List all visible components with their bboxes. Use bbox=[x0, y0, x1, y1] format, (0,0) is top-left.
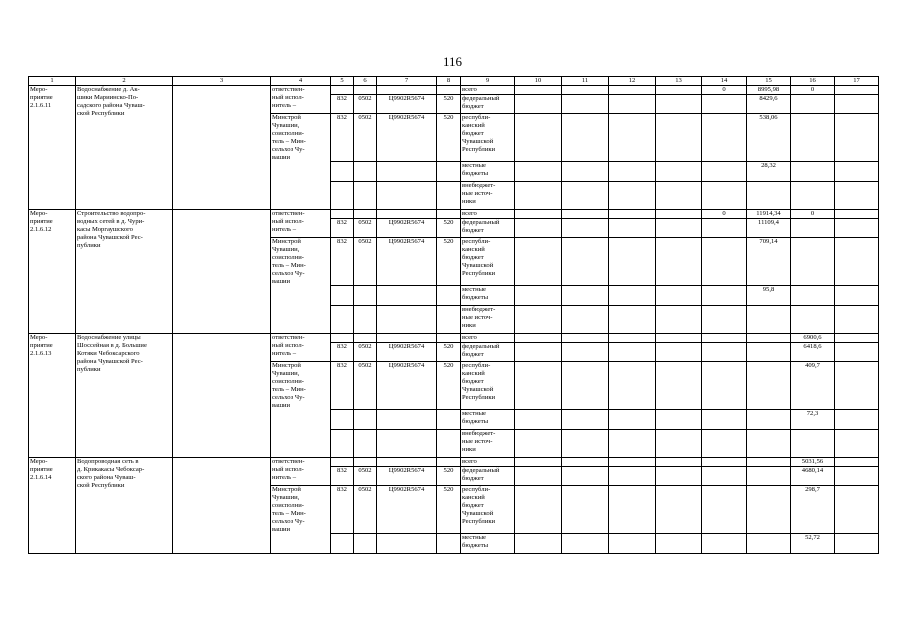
code-cell: 832 bbox=[331, 362, 354, 410]
empty-cell bbox=[656, 458, 702, 467]
code-cell: 832 bbox=[331, 95, 354, 114]
empty-cell bbox=[562, 286, 609, 306]
empty-cell bbox=[437, 286, 461, 306]
code-cell: Ц9902R5674 bbox=[377, 114, 437, 162]
header-cell: 4 bbox=[271, 77, 331, 86]
code-cell: 0502 bbox=[354, 219, 377, 238]
empty-cell bbox=[656, 114, 702, 162]
code-cell: Ц9902R5674 bbox=[377, 486, 437, 534]
value-cell bbox=[791, 95, 835, 114]
empty-cell bbox=[515, 467, 562, 486]
empty-cell bbox=[562, 343, 609, 362]
value-cell bbox=[747, 334, 791, 343]
code-cell: 832 bbox=[331, 343, 354, 362]
empty-cell bbox=[562, 210, 609, 219]
empty-cell bbox=[437, 430, 461, 458]
empty-cell bbox=[656, 210, 702, 219]
empty-cell bbox=[515, 486, 562, 534]
coexecutor-cell: Минстрой Чувашии, соисполни- тель – Мин- сельхоз Чу- вашии bbox=[271, 486, 331, 554]
empty-cell bbox=[331, 534, 354, 554]
empty-cell bbox=[331, 286, 354, 306]
empty-cell bbox=[354, 162, 377, 182]
value-cell: 709,14 bbox=[747, 238, 791, 286]
header-cell: 1 bbox=[29, 77, 76, 86]
header-cell: 17 bbox=[835, 77, 879, 86]
empty-cell bbox=[656, 86, 702, 95]
source-label: республи- канский бюджет Чувашской Республики bbox=[461, 238, 515, 286]
empty-cell bbox=[835, 458, 879, 467]
empty-cell bbox=[562, 410, 609, 430]
empty-cell bbox=[562, 114, 609, 162]
empty-cell bbox=[562, 430, 609, 458]
code-cell: 520 bbox=[437, 219, 461, 238]
empty-cell bbox=[609, 410, 656, 430]
empty-cell bbox=[656, 343, 702, 362]
empty-cell bbox=[515, 95, 562, 114]
empty-cell bbox=[609, 238, 656, 286]
empty-cell bbox=[835, 410, 879, 430]
value-cell bbox=[791, 219, 835, 238]
table-row bbox=[29, 86, 879, 95]
empty-cell bbox=[702, 362, 747, 410]
empty-cell bbox=[354, 458, 377, 467]
empty-cell bbox=[437, 162, 461, 182]
empty-cell bbox=[835, 238, 879, 286]
empty-cell bbox=[656, 467, 702, 486]
empty-cell bbox=[515, 534, 562, 554]
header-cell: 2 bbox=[76, 77, 173, 86]
code-cell: 520 bbox=[437, 114, 461, 162]
value-cell: 4680,14 bbox=[791, 467, 835, 486]
empty-cell bbox=[515, 286, 562, 306]
empty-cell bbox=[515, 458, 562, 467]
value-cell bbox=[791, 114, 835, 162]
empty-cell bbox=[562, 467, 609, 486]
empty-cell bbox=[377, 182, 437, 210]
empty-cell bbox=[515, 334, 562, 343]
source-label: местные бюджеты bbox=[461, 534, 515, 554]
empty-cell bbox=[609, 182, 656, 210]
code-cell: 520 bbox=[437, 238, 461, 286]
code-cell: 0502 bbox=[354, 95, 377, 114]
value-cell: 8995,98 bbox=[747, 86, 791, 95]
empty-cell bbox=[354, 430, 377, 458]
source-label: местные бюджеты bbox=[461, 286, 515, 306]
empty-cell bbox=[656, 286, 702, 306]
source-label: республи- канский бюджет Чувашской Республики bbox=[461, 362, 515, 410]
code-cell: Ц9902R5674 bbox=[377, 219, 437, 238]
code-cell: Ц9902R5674 bbox=[377, 362, 437, 410]
value-cell bbox=[747, 486, 791, 534]
empty-cell bbox=[515, 343, 562, 362]
header-cell: 12 bbox=[609, 77, 656, 86]
empty-cell bbox=[377, 458, 437, 467]
empty-cell bbox=[354, 210, 377, 219]
value-cell bbox=[747, 467, 791, 486]
empty-cell bbox=[515, 306, 562, 334]
empty-cell bbox=[331, 410, 354, 430]
header-cell: 3 bbox=[173, 77, 271, 86]
empty-cell bbox=[656, 334, 702, 343]
value-cell: 538,06 bbox=[747, 114, 791, 162]
header-cell: 6 bbox=[354, 77, 377, 86]
empty-cell bbox=[354, 306, 377, 334]
empty-cell bbox=[609, 162, 656, 182]
value-cell: 298,7 bbox=[791, 486, 835, 534]
executor-cell: ответствен- ный испол- нитель – bbox=[271, 210, 331, 238]
value-cell: 6900,6 bbox=[791, 334, 835, 343]
value-cell: 95,8 bbox=[747, 286, 791, 306]
empty-cell bbox=[437, 458, 461, 467]
empty-cell bbox=[377, 334, 437, 343]
empty-cell bbox=[515, 362, 562, 410]
header-cell: 5 bbox=[331, 77, 354, 86]
empty-cell bbox=[702, 486, 747, 534]
code-cell: 832 bbox=[331, 114, 354, 162]
value-cell bbox=[747, 430, 791, 458]
code-cell: 832 bbox=[331, 238, 354, 286]
empty-cell bbox=[515, 238, 562, 286]
empty-cell bbox=[173, 210, 271, 334]
empty-cell bbox=[331, 210, 354, 219]
empty-cell bbox=[656, 95, 702, 114]
empty-cell bbox=[609, 534, 656, 554]
header-cell: 15 bbox=[747, 77, 791, 86]
executor-cell: ответствен- ный испол- нитель – bbox=[271, 334, 331, 362]
source-label: всего bbox=[461, 210, 515, 219]
empty-cell bbox=[656, 410, 702, 430]
empty-cell bbox=[377, 534, 437, 554]
measure-id: Меро- приятие 2.1.6.13 bbox=[29, 334, 76, 458]
source-label: федеральный бюджет bbox=[461, 343, 515, 362]
value-cell: 0 bbox=[791, 86, 835, 95]
empty-cell bbox=[609, 86, 656, 95]
empty-cell bbox=[702, 343, 747, 362]
header-cell: 11 bbox=[562, 77, 609, 86]
source-label: федеральный бюджет bbox=[461, 219, 515, 238]
header-cell: 14 bbox=[702, 77, 747, 86]
value-cell: 0 bbox=[702, 210, 747, 219]
empty-cell bbox=[656, 162, 702, 182]
empty-cell bbox=[331, 162, 354, 182]
source-label: местные бюджеты bbox=[461, 162, 515, 182]
empty-cell bbox=[656, 430, 702, 458]
value-cell: 0 bbox=[702, 86, 747, 95]
empty-cell bbox=[562, 458, 609, 467]
header-row bbox=[29, 77, 879, 86]
empty-cell bbox=[354, 334, 377, 343]
value-cell bbox=[791, 430, 835, 458]
empty-cell bbox=[377, 430, 437, 458]
empty-cell bbox=[656, 534, 702, 554]
page-number: 116 bbox=[442, 54, 463, 69]
empty-cell bbox=[354, 410, 377, 430]
empty-cell bbox=[656, 219, 702, 238]
empty-cell bbox=[702, 286, 747, 306]
measure-name: Водопроводная сеть в д. Крикакасы Чебоксар- ского района Чуваш- ской Республики bbox=[76, 458, 173, 554]
empty-cell bbox=[354, 182, 377, 210]
source-label: всего bbox=[461, 334, 515, 343]
value-cell bbox=[747, 343, 791, 362]
empty-cell bbox=[609, 467, 656, 486]
source-label: республи- канский бюджет Чувашской Республики bbox=[461, 486, 515, 534]
code-cell: Ц9902R5674 bbox=[377, 467, 437, 486]
empty-cell bbox=[354, 286, 377, 306]
value-cell: 11109,4 bbox=[747, 219, 791, 238]
empty-cell bbox=[331, 182, 354, 210]
empty-cell bbox=[835, 286, 879, 306]
empty-cell bbox=[609, 286, 656, 306]
coexecutor-cell: Минстрой Чувашии, соисполни- тель – Мин- сельхоз Чу- вашии bbox=[271, 238, 331, 334]
value-cell bbox=[747, 534, 791, 554]
header-cell: 9 bbox=[461, 77, 515, 86]
header-cell: 13 bbox=[656, 77, 702, 86]
value-cell bbox=[791, 238, 835, 286]
empty-cell bbox=[515, 86, 562, 95]
empty-cell bbox=[702, 182, 747, 210]
empty-cell bbox=[562, 306, 609, 334]
value-cell bbox=[791, 182, 835, 210]
empty-cell bbox=[835, 95, 879, 114]
value-cell bbox=[702, 458, 747, 467]
code-cell: Ц9902R5674 bbox=[377, 238, 437, 286]
empty-cell bbox=[354, 534, 377, 554]
empty-cell bbox=[377, 162, 437, 182]
empty-cell bbox=[515, 219, 562, 238]
code-cell: 0502 bbox=[354, 362, 377, 410]
source-label: федеральный бюджет bbox=[461, 95, 515, 114]
measure-id: Меро- приятие 2.1.6.12 bbox=[29, 210, 76, 334]
empty-cell bbox=[331, 458, 354, 467]
value-cell bbox=[791, 306, 835, 334]
value-cell: 52,72 bbox=[791, 534, 835, 554]
table-row bbox=[29, 458, 879, 467]
code-cell: 0502 bbox=[354, 114, 377, 162]
empty-cell bbox=[437, 306, 461, 334]
empty-cell bbox=[656, 486, 702, 534]
empty-cell bbox=[609, 486, 656, 534]
empty-cell bbox=[331, 86, 354, 95]
measure-id: Меро- приятие 2.1.6.11 bbox=[29, 86, 76, 210]
value-cell bbox=[791, 162, 835, 182]
empty-cell bbox=[515, 162, 562, 182]
empty-cell bbox=[515, 182, 562, 210]
empty-cell bbox=[331, 430, 354, 458]
source-label: внебюджет- ные источ- ники bbox=[461, 306, 515, 334]
empty-cell bbox=[562, 534, 609, 554]
executor-cell: ответствен- ный испол- нитель – bbox=[271, 86, 331, 114]
value-cell bbox=[747, 182, 791, 210]
empty-cell bbox=[702, 162, 747, 182]
empty-cell bbox=[437, 534, 461, 554]
code-cell: 0502 bbox=[354, 486, 377, 534]
header-cell: 16 bbox=[791, 77, 835, 86]
empty-cell bbox=[609, 114, 656, 162]
budget-table bbox=[28, 76, 879, 554]
empty-cell bbox=[562, 486, 609, 534]
coexecutor-cell: Минстрой Чувашии, соисполни- тель – Мин- сельхоз Чу- вашии bbox=[271, 362, 331, 458]
empty-cell bbox=[656, 182, 702, 210]
code-cell: 0502 bbox=[354, 343, 377, 362]
source-label: республи- канский бюджет Чувашской Республики bbox=[461, 114, 515, 162]
empty-cell bbox=[702, 534, 747, 554]
empty-cell bbox=[835, 362, 879, 410]
code-cell: 832 bbox=[331, 219, 354, 238]
empty-cell bbox=[835, 467, 879, 486]
empty-cell bbox=[437, 182, 461, 210]
code-cell: 520 bbox=[437, 486, 461, 534]
measure-name: Строительство водопро- водных сетей в д. Чури- касы Моргаушского района Чувашской Рес- публики bbox=[76, 210, 173, 334]
empty-cell bbox=[437, 210, 461, 219]
source-label: всего bbox=[461, 86, 515, 95]
empty-cell bbox=[173, 334, 271, 458]
value-cell: 0 bbox=[791, 210, 835, 219]
empty-cell bbox=[702, 114, 747, 162]
code-cell: 832 bbox=[331, 486, 354, 534]
coexecutor-cell: Минстрой Чувашии, соисполни- тель – Мин- сельхоз Чу- вашии bbox=[271, 114, 331, 210]
source-label: всего bbox=[461, 458, 515, 467]
empty-cell bbox=[515, 210, 562, 219]
executor-cell: ответствен- ный испол- нитель – bbox=[271, 458, 331, 486]
source-label: местные бюджеты bbox=[461, 410, 515, 430]
code-cell: 832 bbox=[331, 467, 354, 486]
value-cell bbox=[747, 362, 791, 410]
empty-cell bbox=[702, 430, 747, 458]
value-cell bbox=[747, 410, 791, 430]
empty-cell bbox=[835, 343, 879, 362]
value-cell: 28,32 bbox=[747, 162, 791, 182]
measure-name: Водоснабжение д. Ак- шики Мариинско-По- садского района Чуваш- ской Республики bbox=[76, 86, 173, 210]
empty-cell bbox=[656, 362, 702, 410]
empty-cell bbox=[331, 334, 354, 343]
empty-cell bbox=[835, 162, 879, 182]
code-cell: 0502 bbox=[354, 238, 377, 286]
empty-cell bbox=[515, 410, 562, 430]
empty-cell bbox=[377, 86, 437, 95]
empty-cell bbox=[609, 219, 656, 238]
value-cell bbox=[747, 306, 791, 334]
empty-cell bbox=[173, 458, 271, 554]
empty-cell bbox=[562, 334, 609, 343]
empty-cell bbox=[835, 182, 879, 210]
code-cell: Ц9902R5674 bbox=[377, 343, 437, 362]
value-cell: 72,3 bbox=[791, 410, 835, 430]
empty-cell bbox=[354, 86, 377, 95]
code-cell: 520 bbox=[437, 362, 461, 410]
source-label: внебюджет- ные источ- ники bbox=[461, 182, 515, 210]
empty-cell bbox=[173, 86, 271, 210]
code-cell: 520 bbox=[437, 95, 461, 114]
code-cell: Ц9902R5674 bbox=[377, 95, 437, 114]
source-label: внебюджет- ные источ- ники bbox=[461, 430, 515, 458]
empty-cell bbox=[377, 286, 437, 306]
empty-cell bbox=[609, 458, 656, 467]
empty-cell bbox=[609, 334, 656, 343]
empty-cell bbox=[562, 182, 609, 210]
measure-name: Водоснабжение улицы Шоссейная в д. Большие Котяки Чебоксарского района Чувашской Рес- публики bbox=[76, 334, 173, 458]
value-cell: 409,7 bbox=[791, 362, 835, 410]
empty-cell bbox=[437, 334, 461, 343]
empty-cell bbox=[377, 410, 437, 430]
empty-cell bbox=[702, 467, 747, 486]
code-cell: 0502 bbox=[354, 467, 377, 486]
empty-cell bbox=[377, 306, 437, 334]
empty-cell bbox=[562, 362, 609, 410]
value-cell: 8429,6 bbox=[747, 95, 791, 114]
empty-cell bbox=[609, 343, 656, 362]
empty-cell bbox=[562, 238, 609, 286]
empty-cell bbox=[562, 162, 609, 182]
empty-cell bbox=[656, 238, 702, 286]
empty-cell bbox=[609, 306, 656, 334]
empty-cell bbox=[702, 410, 747, 430]
empty-cell bbox=[609, 95, 656, 114]
empty-cell bbox=[562, 95, 609, 114]
value-cell: 11914,34 bbox=[747, 210, 791, 219]
empty-cell bbox=[835, 114, 879, 162]
value-cell: 5031,56 bbox=[791, 458, 835, 467]
empty-cell bbox=[835, 306, 879, 334]
empty-cell bbox=[656, 306, 702, 334]
empty-cell bbox=[702, 306, 747, 334]
source-label: федеральный бюджет bbox=[461, 467, 515, 486]
empty-cell bbox=[702, 238, 747, 286]
empty-cell bbox=[331, 306, 354, 334]
value-cell bbox=[791, 286, 835, 306]
empty-cell bbox=[702, 219, 747, 238]
measure-id: Меро- приятие 2.1.6.14 bbox=[29, 458, 76, 554]
empty-cell bbox=[609, 362, 656, 410]
empty-cell bbox=[609, 210, 656, 219]
value-cell bbox=[747, 458, 791, 467]
empty-cell bbox=[835, 430, 879, 458]
code-cell: 520 bbox=[437, 467, 461, 486]
table-row bbox=[29, 334, 879, 343]
table-row bbox=[29, 210, 879, 219]
empty-cell bbox=[609, 430, 656, 458]
header-cell: 10 bbox=[515, 77, 562, 86]
value-cell: 6418,6 bbox=[791, 343, 835, 362]
header-cell: 8 bbox=[437, 77, 461, 86]
empty-cell bbox=[835, 534, 879, 554]
empty-cell bbox=[437, 410, 461, 430]
empty-cell bbox=[835, 334, 879, 343]
empty-cell bbox=[835, 210, 879, 219]
empty-cell bbox=[835, 486, 879, 534]
empty-cell bbox=[835, 86, 879, 95]
empty-cell bbox=[702, 95, 747, 114]
empty-cell bbox=[515, 430, 562, 458]
empty-cell bbox=[377, 210, 437, 219]
value-cell bbox=[702, 334, 747, 343]
empty-cell bbox=[562, 219, 609, 238]
empty-cell bbox=[437, 86, 461, 95]
header-cell: 7 bbox=[377, 77, 437, 86]
empty-cell bbox=[562, 86, 609, 95]
code-cell: 520 bbox=[437, 343, 461, 362]
empty-cell bbox=[515, 114, 562, 162]
empty-cell bbox=[835, 219, 879, 238]
